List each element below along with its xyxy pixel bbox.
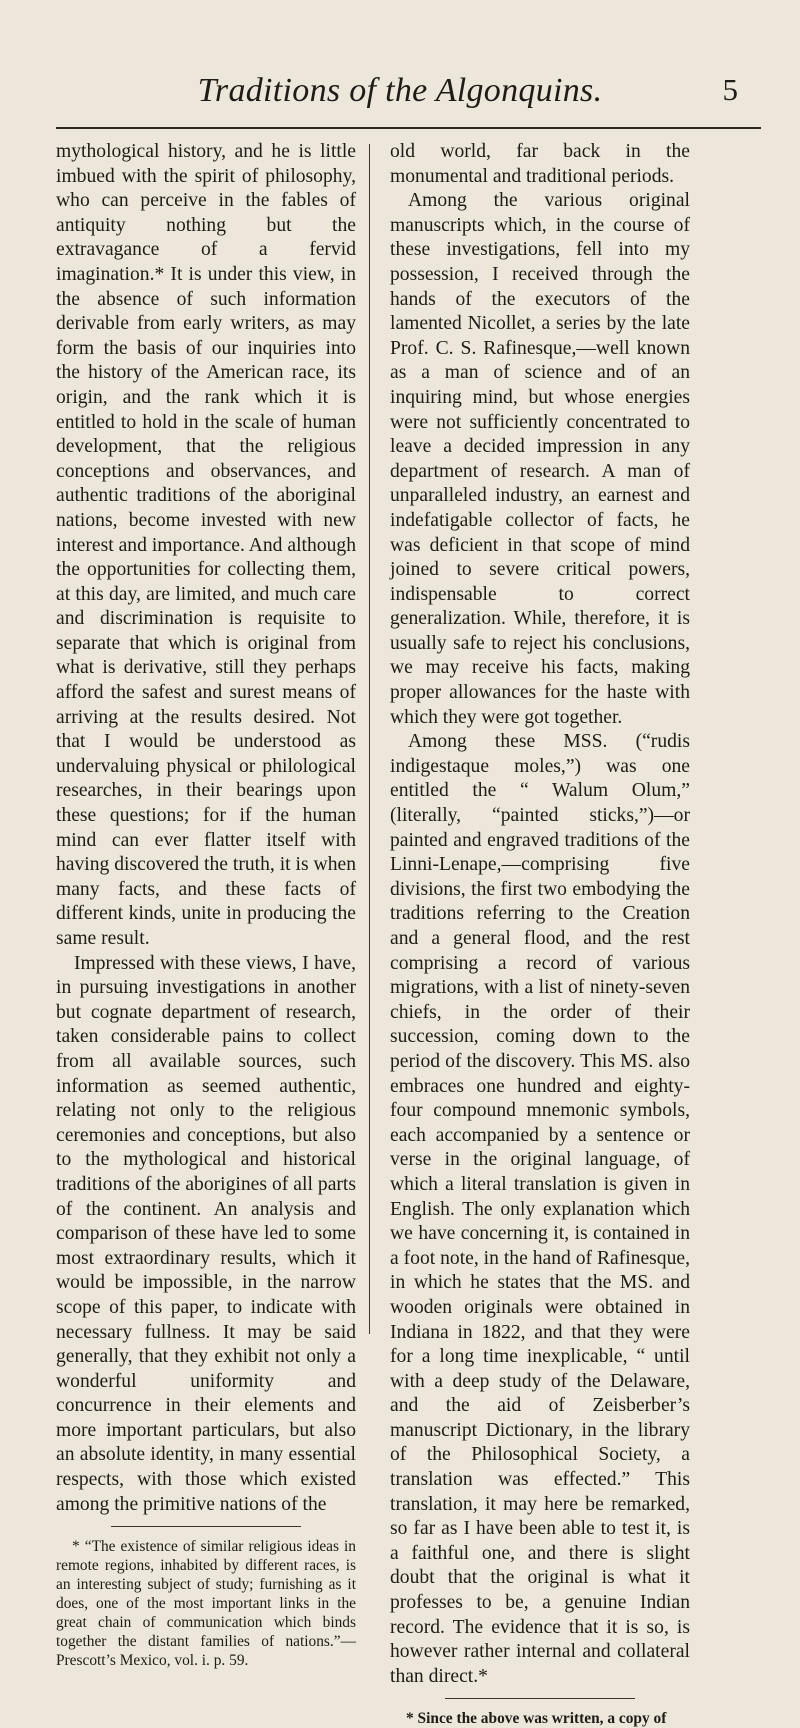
footnote: * Since the above was written, a copy of [406, 1710, 667, 1728]
paragraph: Impressed with these views, I have, in pursuing investigations in another but cognate department of research, taken considerable pains to collect from all available sources, such information as seemed authentic, relating not only to the religious ceremonies and conceptions, but also to the mythological and historical traditions of the aborigines of all parts of the continent. An analysis and comparison of these have led to some most extraordinary results, which it would be impossible, in the narrow scope of this paper, to indicate with necessary fullness. It may be said generally, that they exhibit not only a wonderful uniformity and concurrence in their elements and more important particulars, but also an absolute identity, in many essential respects, with those which existed among the primitive nations of the [56, 952, 356, 1515]
page-header [0, 72, 800, 122]
column-divider [369, 144, 370, 1334]
left-column [56, 140, 356, 1670]
footnote-rule [111, 1526, 301, 1527]
footnote-rule [445, 1698, 635, 1699]
paragraph: mythological history, and he is little imbued with the spirit of philosophy, who can perceive in the fables of antiquity nothing but the extravagance of a fervid imagination.* It is under this view, in the absence of such information derivable from early writers, as may form the basis of our inquiries into the history of the American race, its origin, and the rank which it is entitled to hold in the scale of human development, that the religious conceptions and observances, and authentic traditions of the aboriginal nations, become invested with new interest and importance. And although the opportunities for collecting them, at this day, are limited, and much care and discrimination is requisite to separate that which is original from what is derivative, still they perhaps afford the safest and surest means of arriving at the results desired. Not that I would be understood as undervaluing physical or philological researches, in their bearings upon these questions; for if the human mind can ever flatter itself with having discovered the truth, it is when many facts, and these facts of different kinds, unite in producing the same result. [56, 141, 356, 949]
page-number: 5 [722, 72, 738, 107]
paragraph: Among the various original manuscripts which, in the course of these investigations, fell into my possession, I received through the hands of the executors of the lamented Nicollet, a series by the late Prof. C. S. Rafinesque,—well known as a man of science and of an inquiring mind, but whose energies were not sufficiently concentrated to leave a decided impression in any department of research. A man of unparalleled industry, an earnest and indefatigable collector of facts, he was deficient in that scope of mind joined to severe critical powers, indispensable to correct generalization. While, therefore, it is usually safe to reject his conclusions, we may receive his facts, making proper allowances for the haste with which they were got together. [390, 190, 690, 728]
header-rule [56, 127, 761, 129]
paragraph: old world, far back in the monumental and traditional periods. [390, 141, 690, 187]
paragraph: Among these MSS. (“rudis indigestaque moles,”) was one entitled the “ Walum Olum,” (literally, “painted sticks,”)—or painted and engraved traditions of the Linni-Lenape,—comprising five divisions, the first two embodying the traditions referring to the Creation and a general flood, and the rest comprising a record of various migrations, with a list of ninety-seven chiefs, in the order of their succession, coming down to the period of the discovery. This MS. also embraces one hundred and eighty-four compound mnemonic symbols, each accompanied by a sentence or verse in the original language, of which a literal translation is given in English. The only explanation which we have concerning it, is contained in a foot note, in the hand of Rafinesque, in which he states that the MS. and wooden originals were obtained in Indiana in 1822, and that they were for a long time inexplicable, “ until with a deep study of the Delaware, and the aid of Zeisberber’s manuscript Dictionary, in the library of the Philosophical Society, a translation was effected.” This translation, it may here be remarked, so far as I have been able to test it, is a faithful one, and there is slight doubt that the original is what it professes to be, a genuine Indian record. The evidence that it is so, is however rather internal and collateral than direct.* [390, 731, 690, 1687]
footnote: * “The existence of similar religious ideas in remote regions, inhabited by different races, is an interesting subject of study; furnishing as it does, one of the most important links in the great chain of communication which binds together the distant families of nations.”—Prescott’s Mexico, vol. i. p. 59. [56, 1538, 356, 1670]
right-column [390, 140, 690, 1728]
running-title: Traditions of the Algonquins. [197, 72, 603, 109]
